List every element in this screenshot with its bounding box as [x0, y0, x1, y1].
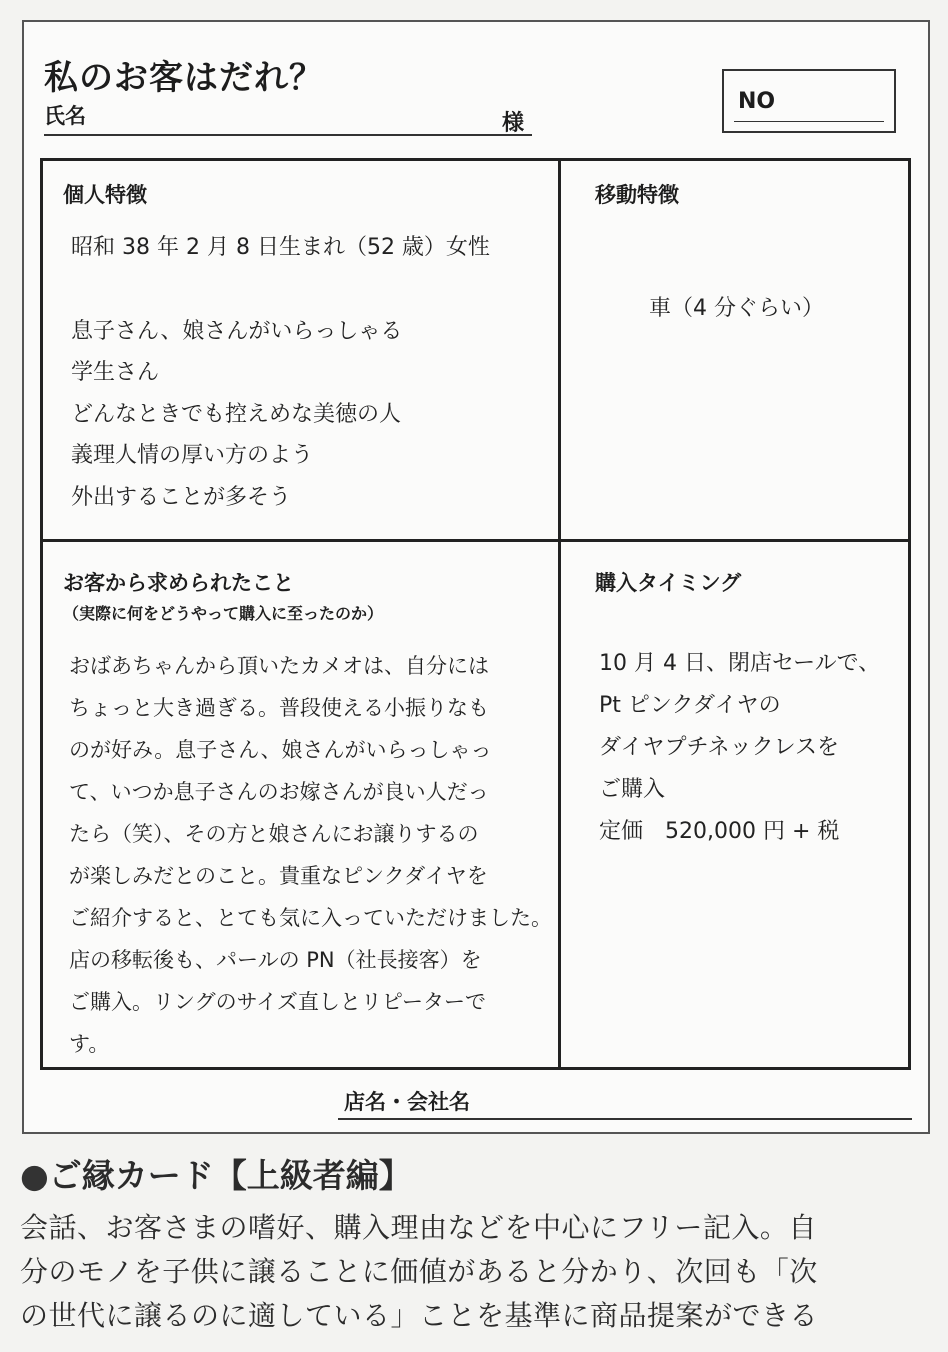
personal-heading: 個人特徴 — [63, 183, 147, 207]
card-grid — [40, 158, 911, 1070]
personal-trait-spacer — [71, 269, 490, 311]
request-line: ご紹介すると、とても気に入っていただけました。 — [69, 906, 552, 930]
bullet-icon: ● — [20, 1156, 49, 1195]
request-line: す。 — [69, 1032, 110, 1056]
grid-horizontal-divider — [43, 539, 908, 542]
request-line: 店の移転後も、パールの PN（社長接客）を — [69, 948, 482, 972]
request-line: が楽しみだとのこと。貴重なピンクダイヤを — [69, 864, 488, 888]
card-title: 私のお客はだれ？ — [44, 58, 324, 98]
request-line: たら（笑）、その方と娘さんにお譲りするの — [69, 822, 479, 846]
description-line: 会話、お客さまの嗜好、購入理由などを中心にフリー記入。自 — [20, 1211, 817, 1244]
request-line: おばあちゃんから頂いたカメオは、自分には — [69, 654, 489, 678]
name-label: 氏名 — [44, 104, 86, 128]
movement-text: 車（4 分ぐらい） — [649, 296, 824, 321]
caption-title: ご縁カード【上級者編】 — [48, 1156, 412, 1195]
shop-name-field — [338, 1084, 912, 1120]
request-line: のが好み。息子さん、娘さんがいらっしゃっ — [69, 738, 492, 762]
personal-traits-list — [71, 227, 490, 518]
personal-trait: 息子さん、娘さんがいらっしゃる — [71, 318, 403, 344]
request-list — [69, 645, 552, 1065]
figure-caption — [20, 1150, 412, 1197]
timing-line: ご購入 — [599, 777, 666, 802]
number-label: NO — [738, 89, 776, 114]
timing-line: 10 月 4 日、閉店セールで、 — [599, 651, 881, 676]
shop-name-label: 店名・会社名 — [344, 1090, 470, 1114]
movement-heading: 移動特徴 — [595, 183, 679, 207]
personal-trait: 義理人情の厚い方のよう — [71, 443, 314, 468]
description-line: の世代に譲るのに適している」ことを基準に商品提案ができる — [20, 1299, 819, 1332]
honorific-label: 様 — [501, 111, 524, 136]
request-heading: お客から求められたこと — [63, 571, 294, 595]
description-text — [20, 1206, 818, 1338]
personal-trait: 外出することが多そう — [71, 484, 292, 510]
number-underline — [734, 121, 884, 122]
number-box — [722, 69, 896, 133]
timing-list — [599, 643, 880, 853]
personal-trait: どんなときでも控えめな美徳の人 — [71, 401, 402, 427]
timing-line: Pt ピンクダイヤの — [599, 693, 781, 718]
timing-line: 定価 520,000 円 + 税 — [599, 819, 840, 844]
request-subheading: （実際に何をどうやって購入に至ったのか） — [63, 604, 384, 623]
timing-line: ダイヤプチネックレスを — [599, 735, 840, 760]
customer-name-field — [44, 98, 532, 136]
request-line: ご購入。リングのサイズ直しとリピーターで — [69, 990, 487, 1014]
request-line: ちょっと大き過ぎる。普段使える小振りなも — [69, 696, 489, 720]
grid-vertical-divider — [558, 161, 561, 1067]
description-line: 分のモノを子供に譲ることに価値があると分かり、次回も「次 — [20, 1255, 818, 1288]
timing-heading: 購入タイミング — [595, 571, 742, 595]
personal-trait: 学生さん — [71, 360, 160, 385]
request-line: て、いつか息子さんのお嫁さんが良い人だっ — [69, 780, 489, 804]
personal-trait: 昭和 38 年 2 月 8 日生まれ（52 歳）女性 — [71, 235, 490, 260]
